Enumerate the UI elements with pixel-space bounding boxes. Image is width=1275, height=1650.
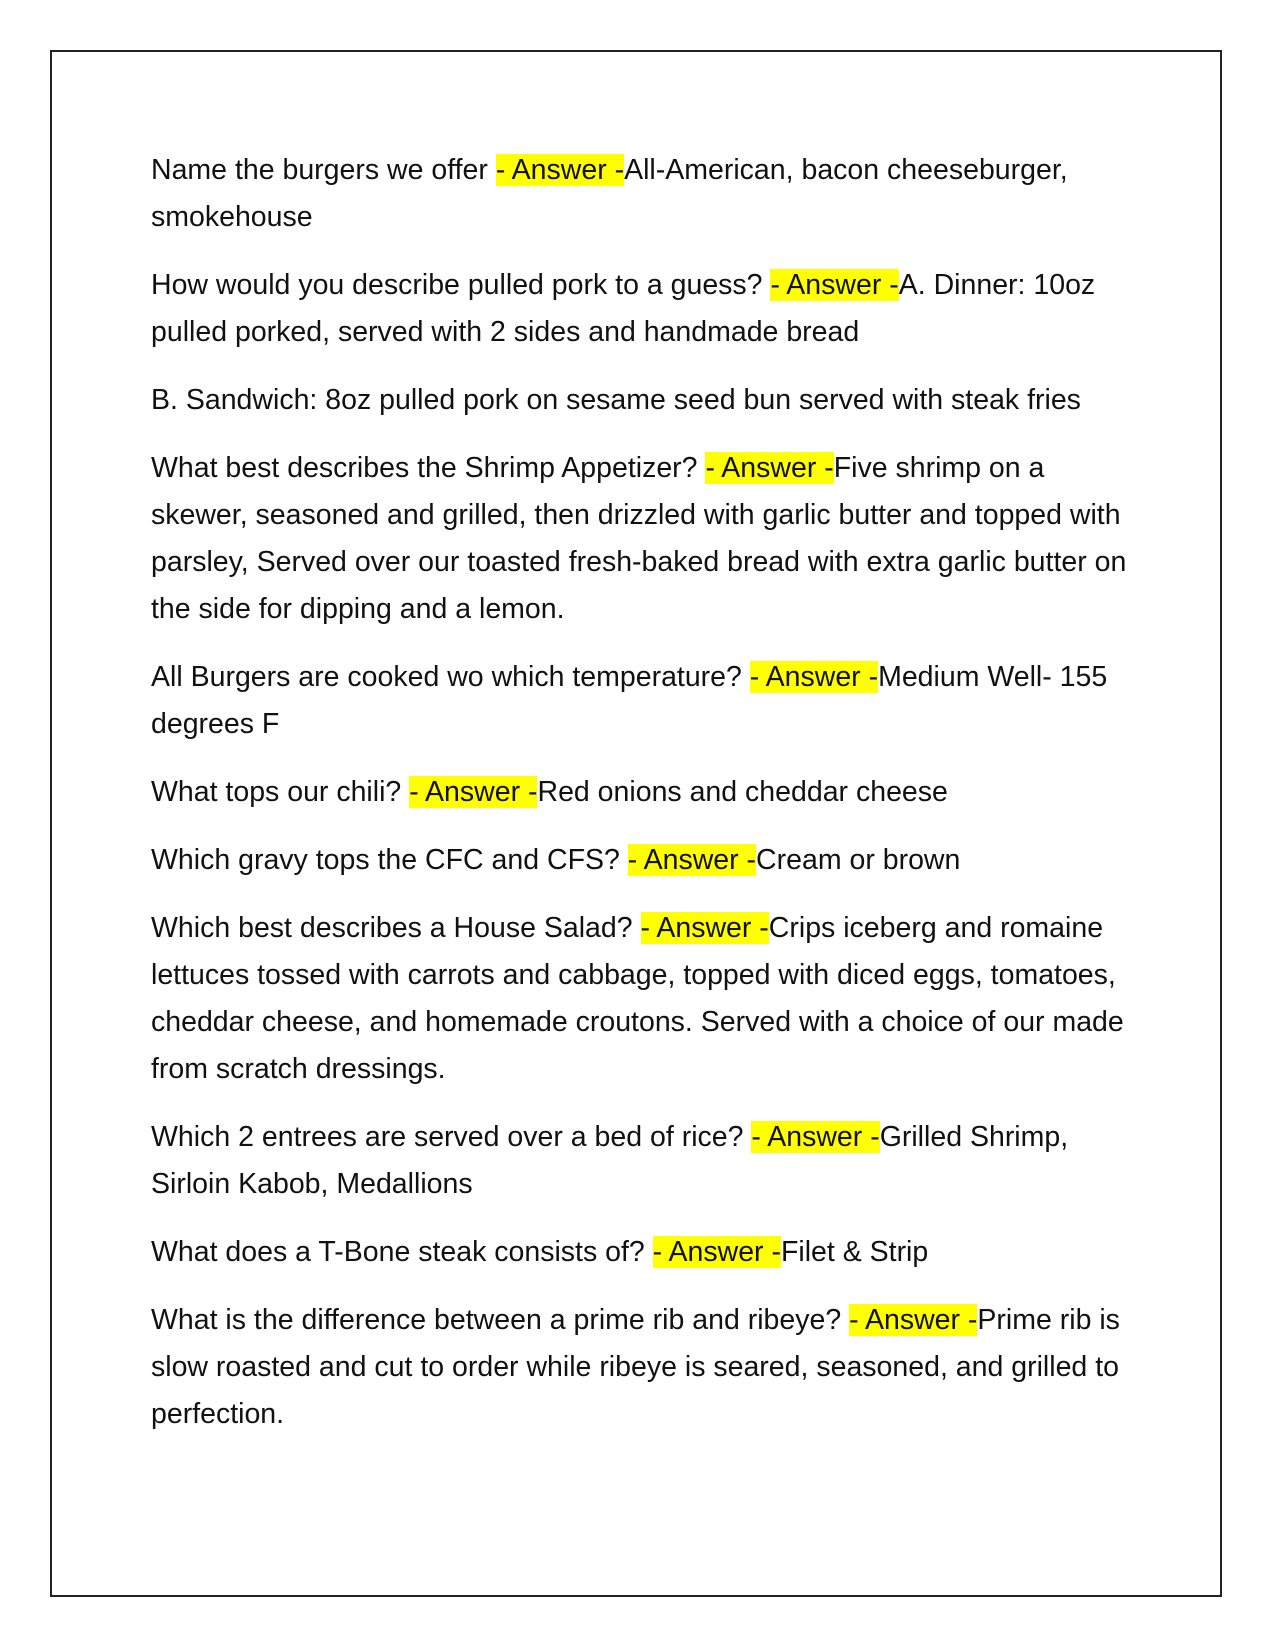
qa-item-house-salad xyxy=(151,905,1131,1093)
answer-marker: - Answer - xyxy=(640,912,769,944)
question: All Burgers are cooked wo which temperature? xyxy=(151,661,750,693)
question: Which gravy tops the CFC and CFS? xyxy=(151,844,628,876)
answer: Filet & Strip xyxy=(780,1236,929,1268)
answer: Crips iceberg and romaine lettuces tossed with carrots and cabbage, topped with diced eggs, tomatoes, cheddar cheese, and homemade croutons. Served with a choice of our made from scratch dressings. xyxy=(151,912,1124,1085)
answer-marker: - Answer - xyxy=(652,1236,781,1268)
answer: Cream or brown xyxy=(756,844,961,876)
answer-marker: - Answer - xyxy=(749,661,879,693)
paragraph-text: B. Sandwich: 8oz pulled pork on sesame seed bun served with steak fries xyxy=(151,384,1081,416)
answer: All-American, bacon cheeseburger, smokehouse xyxy=(151,154,1068,233)
answer: A. Dinner: 10oz pulled porked, served with 2 sides and handmade bread xyxy=(151,269,1096,348)
question: What best describes the Shrimp Appetizer? xyxy=(151,452,706,484)
answer-marker: - Answer - xyxy=(495,154,625,186)
qa-item-prime-rib xyxy=(151,1297,1131,1438)
answer: Red onions and cheddar cheese xyxy=(537,776,948,808)
qa-item-rice-entrees xyxy=(151,1114,1131,1208)
qa-item-t-bone xyxy=(151,1229,1131,1276)
answer: Five shrimp on a skewer, seasoned and grilled, then drizzled with garlic butter and topped with parsley, Served over our toasted fresh-baked bread with extra garlic butter on the side for dipping and a lemon. xyxy=(151,452,1127,625)
answer: Grilled Shrimp, Sirloin Kabob, Medallions xyxy=(151,1121,1069,1200)
answer-marker: - Answer - xyxy=(770,269,899,301)
qa-item-pulled-pork xyxy=(151,262,1131,356)
answer: Medium Well- 155 degrees F xyxy=(151,661,1108,740)
question: Name the burgers we offer xyxy=(151,154,496,186)
qa-item-gravy xyxy=(151,837,1131,884)
answer-marker: - Answer - xyxy=(705,452,834,484)
question: What is the difference between a prime rib and ribeye? xyxy=(151,1304,850,1336)
document-body xyxy=(151,147,1131,1459)
question: Which best describes a House Salad? xyxy=(151,912,641,944)
answer: Prime rib is slow roasted and cut to order while ribeye is seared, seasoned, and grilled to perfection. xyxy=(151,1304,1120,1430)
answer-marker: - Answer - xyxy=(751,1121,880,1153)
question: What does a T-Bone steak consists of? xyxy=(151,1236,653,1268)
question: Which 2 entrees are served over a bed of rice? xyxy=(151,1121,752,1153)
question: How would you describe pulled pork to a guess? xyxy=(151,269,771,301)
qa-item-shrimp-appetizer xyxy=(151,445,1131,633)
answer-marker: - Answer - xyxy=(409,776,538,808)
question: What tops our chili? xyxy=(151,776,410,808)
answer-marker: - Answer - xyxy=(627,844,757,876)
qa-item-chili xyxy=(151,769,1131,816)
qa-item-burgers xyxy=(151,147,1131,241)
answer-marker: - Answer - xyxy=(849,1304,978,1336)
qa-item-burger-temperature xyxy=(151,654,1131,748)
qa-continuation-sandwich xyxy=(151,377,1131,424)
